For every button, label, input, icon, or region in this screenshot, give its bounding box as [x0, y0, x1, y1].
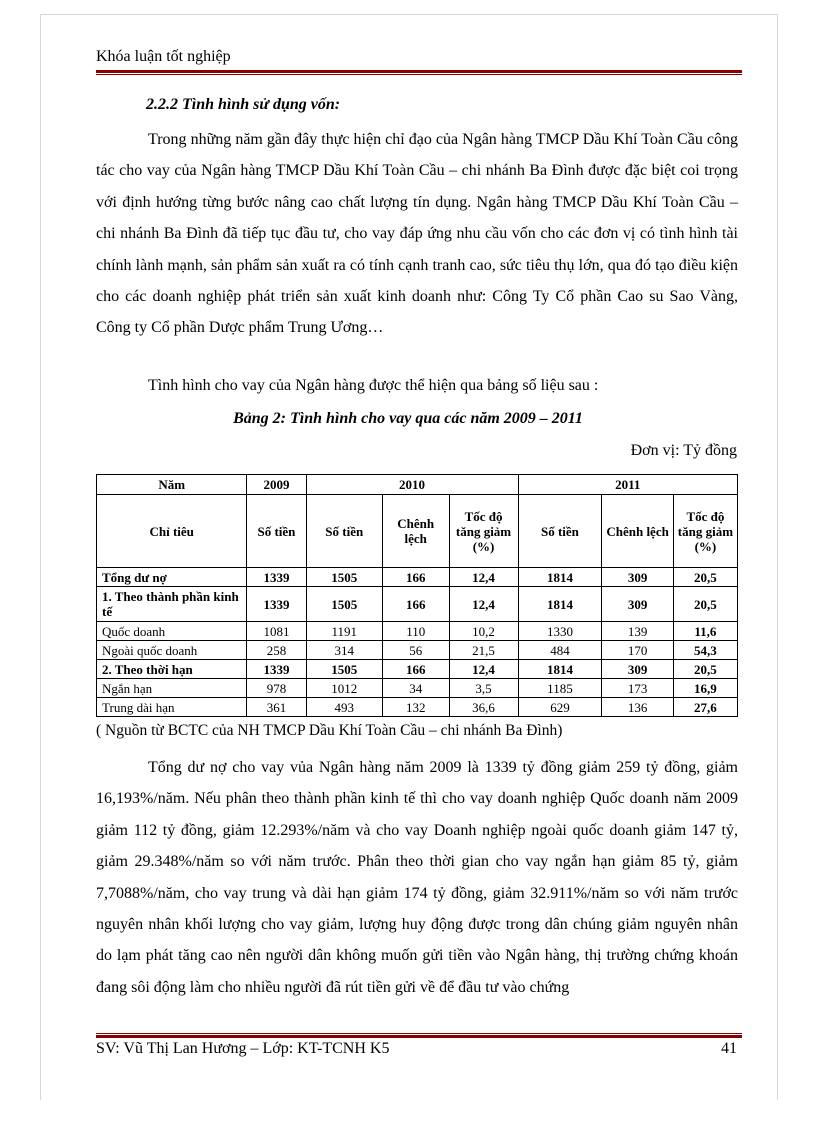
cell-2011-diff: 309	[602, 660, 673, 679]
row-label: Trung dài hạn	[97, 698, 247, 717]
table-header-years	[97, 475, 738, 495]
cell-2010-diff: 56	[382, 641, 449, 660]
header-2009: 2009	[247, 475, 306, 495]
table-intro-text: Tình hình cho vay của Ngân hàng được thể hiện qua bảng số liệu sau :	[148, 377, 599, 394]
body-paragraph-2: Tổng dư nợ cho vay vủa Ngân hàng năm 2009 là 1339 tỷ đồng giảm 259 tỷ đồng, giảm 16,193%/năm. Nếu phân theo thành phần kinh tế thì cho vay doanh nghiệp Quốc doanh năm 2009 giảm 112 tỷ đồng, giảm 12.293%/năm và cho vay Doanh nghiệp ngoài quốc doanh giảm 147 tỷ, giảm 29.348%/năm so với năm trước. Phân theo thời gian cho vay ngắn hạn giảm 85 tỷ, giảm 7,7088%/năm, cho vay trung và dài hạn giảm 174 tỷ đồng, giảm 32.911%/năm so với năm trước nguyên nhân khối lượng cho vay giảm, lượng huy động được trong dân chúng giảm nguyên nhân do lạm phát tăng cao nên người dân không muốn gửi tiền vào Ngân hàng, thị trường chứng khoán đang sôi động làm cho nhiều người đã rút tiền gửi về để đầu tư vào chứng	[96, 759, 738, 996]
cell-2011-value: 1185	[518, 679, 602, 698]
header-nam: Năm	[97, 475, 247, 495]
header-chenh-lech-2011: Chênh lệch	[602, 495, 673, 568]
cell-2011-diff: 173	[602, 679, 673, 698]
cell-2011-diff: 139	[602, 622, 673, 641]
header-title: Khóa luận tốt nghiệp	[96, 48, 231, 65]
header-toc-do-2010: Tốc độ tăng giảm (%)	[449, 495, 518, 568]
cell-2010-diff: 110	[382, 622, 449, 641]
table-row	[97, 698, 738, 717]
cell-2011-rate: 54,3	[673, 641, 737, 660]
cell-2010-rate: 10,2	[449, 622, 518, 641]
cell-2011-value: 1814	[518, 587, 602, 622]
row-label: Tổng dư nợ	[97, 568, 247, 587]
header-2010: 2010	[306, 475, 518, 495]
table-unit: Đơn vị: Tỷ đồng	[630, 442, 737, 459]
cell-2011-value: 629	[518, 698, 602, 717]
row-label: Quốc doanh	[97, 622, 247, 641]
table-source-note: ( Nguồn từ BCTC của NH TMCP Dầu Khí Toàn Cầu – chi nhánh Ba Đình)	[96, 722, 563, 739]
cell-2011-value: 484	[518, 641, 602, 660]
cell-2010-value: 493	[306, 698, 382, 717]
cell-2009: 361	[247, 698, 306, 717]
row-label: Ngắn hạn	[97, 679, 247, 698]
cell-2010-rate: 3,5	[449, 679, 518, 698]
loan-table	[96, 474, 738, 717]
cell-2011-rate: 20,5	[673, 587, 737, 622]
cell-2009: 258	[247, 641, 306, 660]
cell-2009: 1339	[247, 587, 306, 622]
table-row	[97, 679, 738, 698]
cell-2011-rate: 16,9	[673, 679, 737, 698]
cell-2011-rate: 11,6	[673, 622, 737, 641]
cell-2011-value: 1814	[518, 660, 602, 679]
cell-2010-value: 1505	[306, 660, 382, 679]
cell-2009: 1339	[247, 660, 306, 679]
cell-2011-value: 1330	[518, 622, 602, 641]
table-row	[97, 622, 738, 641]
cell-2010-value: 1505	[306, 587, 382, 622]
body-paragraph-1: Trong những năm gần đây thực hiện chỉ đạo của Ngân hàng TMCP Dầu Khí Toàn Cầu công tác cho vay của Ngân hàng TMCP Dầu Khí Toàn Cầu – chi nhánh Ba Đình được đặc biệt coi trọng với định hướng từng bước nâng cao chất lượng tín dụng. Ngân hàng TMCP Dầu Khí Toàn Cầu – chi nhánh Ba Đình đã tiếp tục đầu tư, cho vay đáp ứng nhu cầu vốn cho các đơn vị có tình hình tài chính lành mạnh, sản phẩm sản xuất ra có tính cạnh tranh cao, sức tiêu thụ lớn, qua đó tạo điều kiện cho các doanh nghiệp phát triển sản xuất kinh doanh như: Công Ty Cổ phần Cao su Sao Vàng, Công ty Cổ phần Dược phẩm Trung Ương…	[96, 131, 738, 337]
cell-2011-rate: 20,5	[673, 660, 737, 679]
cell-2010-diff: 166	[382, 587, 449, 622]
table-row	[97, 660, 738, 679]
cell-2010-value: 314	[306, 641, 382, 660]
header-so-tien-2010: Số tiền	[306, 495, 382, 568]
row-label: 2. Theo thời hạn	[97, 660, 247, 679]
cell-2010-rate: 12,4	[449, 587, 518, 622]
header-chenh-lech-2010: Chênh lệch	[382, 495, 449, 568]
cell-2011-rate: 20,5	[673, 568, 737, 587]
header-so-tien-2009: Số tiền	[247, 495, 306, 568]
header-chi-tieu: Chỉ tiêu	[97, 495, 247, 568]
cell-2011-value: 1814	[518, 568, 602, 587]
cell-2011-rate: 27,6	[673, 698, 737, 717]
cell-2011-diff: 309	[602, 568, 673, 587]
cell-2010-value: 1012	[306, 679, 382, 698]
header-so-tien-2011: Số tiền	[518, 495, 602, 568]
cell-2010-rate: 21,5	[449, 641, 518, 660]
cell-2010-diff: 166	[382, 660, 449, 679]
cell-2011-diff: 136	[602, 698, 673, 717]
cell-2010-value: 1505	[306, 568, 382, 587]
cell-2009: 1339	[247, 568, 306, 587]
cell-2010-rate: 12,4	[449, 660, 518, 679]
cell-2010-value: 1191	[306, 622, 382, 641]
row-label: Ngoài quốc doanh	[97, 641, 247, 660]
cell-2010-diff: 132	[382, 698, 449, 717]
footer-rule	[96, 1033, 742, 1038]
row-label: 1. Theo thành phần kinh tế	[97, 587, 247, 622]
cell-2010-rate: 12,4	[449, 568, 518, 587]
cell-2010-diff: 166	[382, 568, 449, 587]
table-title: Bảng 2: Tình hình cho vay qua các năm 2009 – 2011	[233, 410, 583, 427]
table-row	[97, 568, 738, 587]
section-heading: 2.2.2 Tình hình sử dụng vốn:	[146, 96, 341, 113]
header-2011: 2011	[518, 475, 737, 495]
header-toc-do-2011: Tốc độ tăng giảm (%)	[673, 495, 737, 568]
cell-2011-diff: 170	[602, 641, 673, 660]
page-number: 41	[721, 1040, 737, 1057]
cell-2010-diff: 34	[382, 679, 449, 698]
table-row	[97, 641, 738, 660]
cell-2010-rate: 36,6	[449, 698, 518, 717]
cell-2009: 1081	[247, 622, 306, 641]
footer-author: SV: Vũ Thị Lan Hương – Lớp: KT-TCNH K5	[96, 1040, 390, 1057]
cell-2011-diff: 309	[602, 587, 673, 622]
header-rule	[96, 70, 742, 75]
table-header-columns	[97, 495, 738, 568]
cell-2009: 978	[247, 679, 306, 698]
table-row	[97, 587, 738, 622]
